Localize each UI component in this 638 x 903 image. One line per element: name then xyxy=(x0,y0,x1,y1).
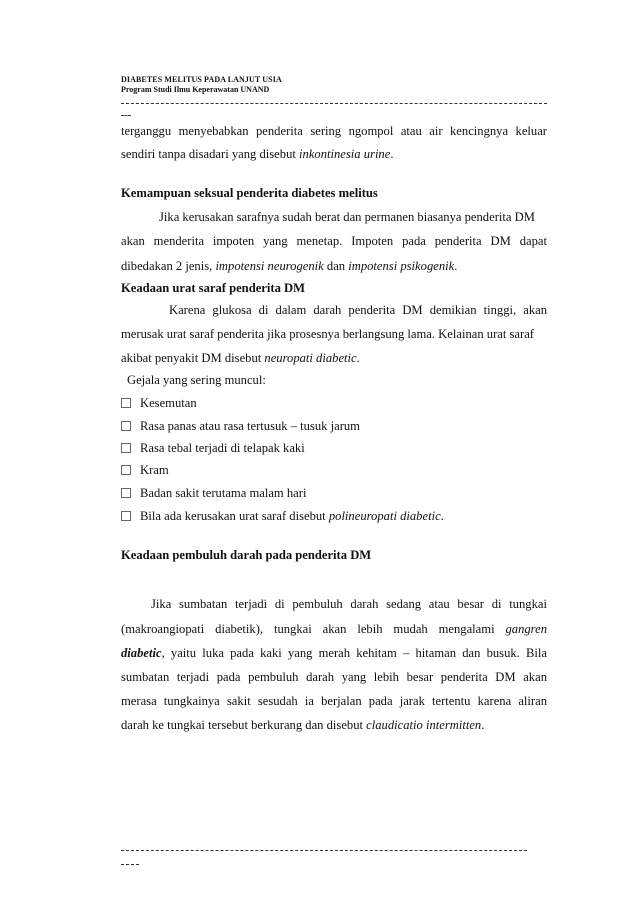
sec3-line-5: merasa tungkainya sakit sesudah ia berjalan pada jarak tertentu karena aliran xyxy=(121,694,547,708)
sec3-line-6: darah ke tungkai tersebut berkurang dan disebut claudicatio intermitten. xyxy=(121,718,485,732)
list-item: Kesemutan xyxy=(121,396,197,411)
list-item: Badan sakit terutama malam hari xyxy=(121,486,306,501)
checkbox-bullet-icon xyxy=(121,443,131,453)
intro-line-2: sendiri tanpa disadari yang disebut inkontinesia urine. xyxy=(121,147,394,161)
list-item: Kram xyxy=(121,463,169,478)
sec2-line-2: merusak urat saraf penderita jika prosesnya berlangsung lama. Kelainan urat saraf xyxy=(121,327,534,341)
footer-rule-tail xyxy=(121,864,139,865)
header-rule-tail xyxy=(121,115,131,116)
footer-rule xyxy=(121,850,527,851)
list-item: Rasa panas atau rasa tertusuk – tusuk jarum xyxy=(121,419,360,434)
sec3-line-3: diabetic, yaitu luka pada kaki yang merah kehitam – hitaman dan busuk. Bila xyxy=(121,646,547,660)
sec1-line-3: dibedakan 2 jenis, impotensi neurogenik dan impotensi psikogenik. xyxy=(121,259,458,273)
section-heading-pembuluh: Keadaan pembuluh darah pada penderita DM xyxy=(121,548,372,562)
sec2-line-1: Karena glukosa di dalam darah penderita DM demikian tinggi, akan xyxy=(169,303,547,317)
sec3-line-1: Jika sumbatan terjadi di pembuluh darah sedang atau besar di tungkai xyxy=(151,597,547,611)
checkbox-bullet-icon xyxy=(121,488,131,498)
symptoms-label: Gejala yang sering muncul: xyxy=(127,373,266,387)
header-rule xyxy=(121,103,547,104)
checkbox-bullet-icon xyxy=(121,421,131,431)
checkbox-bullet-icon xyxy=(121,511,131,521)
sec1-line-1: Jika kerusakan sarafnya sudah berat dan permanen biasanya penderita DM xyxy=(159,210,535,224)
sec2-line-3: akibat penyakit DM disebut neuropati diabetic. xyxy=(121,351,360,365)
list-item: Rasa tebal terjadi di telapak kaki xyxy=(121,441,305,456)
header-title: DIABETES MELITUS PADA LANJUT USIA xyxy=(121,75,282,84)
sec1-line-2: akan menderita impoten yang menetap. Impoten pada penderita DM dapat xyxy=(121,234,547,248)
list-item: Bila ada kerusakan urat saraf disebut polineuropati diabetic. xyxy=(121,509,444,524)
intro-line-1: terganggu menyebabkan penderita sering ngompol atau air kencingnya keluar xyxy=(121,124,547,138)
sec3-line-2: (makroangiopati diabetik), tungkai akan lebih mudah mengalami gangren xyxy=(121,622,547,636)
checkbox-bullet-icon xyxy=(121,398,131,408)
section-heading-seksual: Kemampuan seksual penderita diabetes melitus xyxy=(121,186,378,200)
checkbox-bullet-icon xyxy=(121,465,131,475)
sec3-line-4: sumbatan terjadi pada pembuluh darah yang lebih besar penderita DM akan xyxy=(121,670,547,684)
header-subtitle: Program Studi Ilmu Keperawatan UNAND xyxy=(121,85,270,94)
section-heading-saraf: Keadaan urat saraf penderita DM xyxy=(121,281,305,295)
